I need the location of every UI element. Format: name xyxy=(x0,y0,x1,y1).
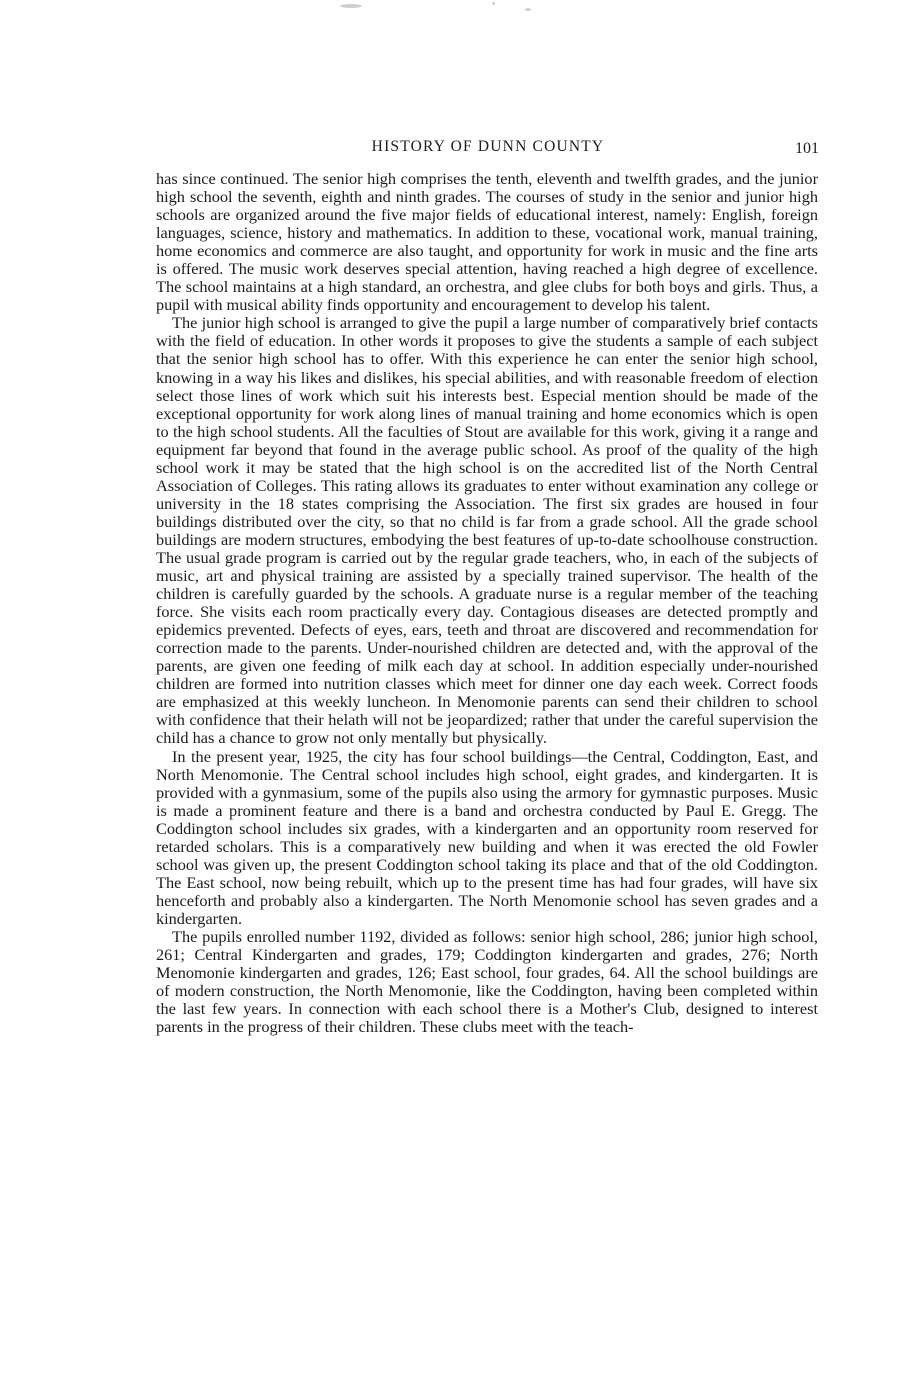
paragraph-junior-high: The junior high school is arranged to give the pupil a large number of comparatively brief contacts with the field of education. In other words it proposes to give the students a sample of each subject that the senior high school has to offer. With this experience he can enter the senior high school, knowing in a way his likes and dislikes, his special abilities, and with reasonable freedom of election select those lines of work which suit his interests best. Especial mention should be made of the exceptional opportunity for work along lines of manual training and home economics which is open to the high school students. All the faculties of Stout are available for this work, giving it a range and equipment far beyond that found in the average public school. As proof of the quality of the high school work it may be stated that the high school is on the accredited list of the North Central Association of Colleges. This rating allows its graduates to enter without examination any college or university in the 18 states comprising the Association. The first six grades are housed in four buildings distributed over the city, so that no child is far from a grade school. All the grade school buildings are modern structures, embodying the best features of up-to-date schoolhouse construction. The usual grade program is carried out by the regular grade teachers, who, in each of the subjects of music, art and physical training are assisted by a specially trained supervisor. The health of the children is carefully guarded by the schools. A graduate nurse is a regular member of the teaching force. She visits each room practically every day. Contagious diseases are detected promptly and epidemics prevented. Defects of eyes, ears, teeth and throat are discovered and recommendation for correction made to the parents. Under-nourished children are detected and, with the approval of the parents, are given one feeding of milk each day at school. In addition especially under-nourished children are formed into nutrition classes which meet for dinner one day each week. Correct foods are emphasized at this weekly luncheon. In Menomonie parents can send their children to school with confidence that their helath will not be jeopardized; rather that under the careful supervision the child has a chance to grow not only mentally but physically. xyxy=(156,313,818,748)
paragraph-school-buildings: In the present year, 1925, the city has four school buildings—the Central, Coddington, East, and North Menomonie. The Central school includes high school, eight grades, and kindergarten. It is provided with a gynmasium, some of the pupils also using the armory for gymnastic purposes. Music is made a prominent feature and there is a band and orchestra conducted by Paul E. Gregg. The Coddington school includes six grades, with a kindergarten and an opportunity room reserved for retarded scholars. This is a comparatively new building and when it was erected the old Fowler school was given up, the present Coddington school taking its place and that of the old Coddington. The East school, now being rebuilt, which up to the present time has had four grades, will have six henceforth and probably also a kindergarten. The North Menomonie school has seven grades and a kindergarten. xyxy=(156,746,818,928)
page-header xyxy=(157,138,819,162)
paragraph-continued: has since continued. The senior high comprises the tenth, eleventh and twelfth grades, and the junior high school the seventh, eighth and ninth grades. The courses of study in the senior and junior high schools are organized around the five major fields of educational interest, namely: English, foreign languages, science, history and mathematics. In addition to these, vocational work, manual training, home economics and commerce are also taught, and opportunity for work in music and the fine arts is offered. The music work deserves special attention, having reached a high degree of excellence. The school maintains at a high standard, an orchestra, and glee clubs for both boys and girls. Thus, a pupil with musical ability finds opportunity and encouragement to develop his talent. xyxy=(156,169,818,315)
scan-speck xyxy=(525,8,531,11)
running-head: HISTORY OF DUNN COUNTY xyxy=(371,138,605,155)
page-number: 101 xyxy=(795,140,819,157)
body-text xyxy=(156,170,818,1036)
scan-speck xyxy=(340,4,362,8)
scan-speck xyxy=(492,2,495,5)
paragraph-enrollment: The pupils enrolled number 1192, divided as follows: senior high school, 286; junior high school, 261; Central Kindergarten and grades, 179; Coddington kindergarten and grades, 276; North Menomonie kindergarten and grades, 126; East school, four grades, 64. All the school buildings are of modern construction, the North Menomonie, like the Coddington, having been completed within the last few years. In connection with each school there is a Mother's Club, designed to interest parents in the progress of their children. These clubs meet with the teach- xyxy=(156,926,818,1037)
